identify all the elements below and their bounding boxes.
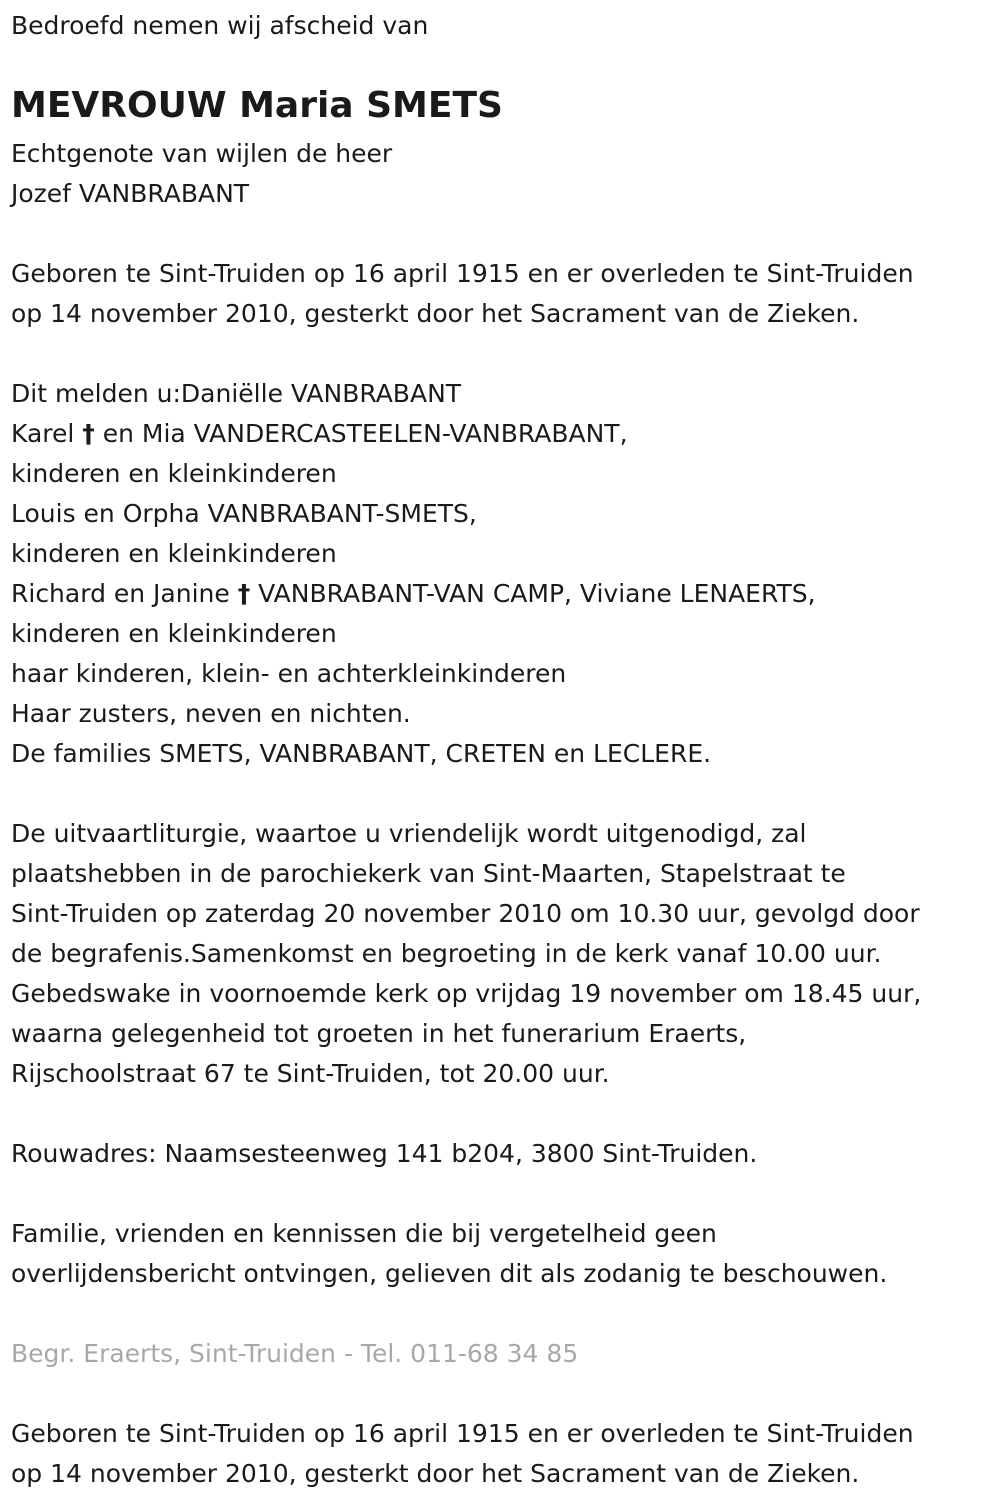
notice-block bbox=[11, 1214, 887, 1294]
notice-line: overlijdensbericht ontvingen, gelieven dit als zodanig te beschouwen. bbox=[11, 1259, 888, 1288]
cross-icon: † bbox=[237, 579, 251, 608]
family-line: kinderen en kleinkinderen bbox=[11, 459, 337, 488]
birth-death-line: Geboren te Sint-Truiden op 16 april 1915 en er overleden te Sint-Truiden bbox=[11, 259, 914, 288]
birth-death-block bbox=[11, 254, 914, 334]
mourning-address: Rouwadres: Naamsesteenweg 141 b204, 3800 Sint-Truiden. bbox=[11, 1139, 758, 1168]
family-line bbox=[11, 414, 816, 454]
birth-death-line: Geboren te Sint-Truiden op 16 april 1915 en er overleden te Sint-Truiden bbox=[11, 1419, 914, 1448]
liturgy-line: Gebedswake in voornoemde kerk op vrijdag 19 november om 18.45 uur, bbox=[11, 979, 922, 1008]
family-text: Richard en Janine bbox=[11, 579, 238, 608]
address-block bbox=[11, 1134, 757, 1174]
family-block bbox=[11, 374, 816, 774]
spouse-line: Echtgenote van wijlen de heer bbox=[11, 139, 393, 168]
family-line: kinderen en kleinkinderen bbox=[11, 619, 337, 648]
intro-text: Bedroefd nemen wij afscheid van bbox=[11, 11, 429, 40]
cross-icon: † bbox=[82, 419, 95, 448]
spouse-name: Jozef VANBRABANT bbox=[11, 179, 250, 208]
family-text: Karel bbox=[11, 419, 83, 448]
liturgy-line: Rijschoolstraat 67 te Sint-Truiden, tot 20.00 uur. bbox=[11, 1059, 610, 1088]
undertaker-block bbox=[11, 1334, 578, 1374]
liturgy-line: de begrafenis.Samenkomst en begroeting in de kerk vanaf 10.00 uur. bbox=[11, 939, 882, 968]
liturgy-line: De uitvaartliturgie, waartoe u vriendelijk wordt uitgenodigd, zal bbox=[11, 819, 807, 848]
spouse-block bbox=[11, 134, 392, 214]
family-line: Dit melden u:Daniëlle VANBRABANT bbox=[11, 379, 462, 408]
birth-death-line: op 14 november 2010, gesterkt door het Sacrament van de Zieken. bbox=[11, 1459, 860, 1488]
family-line: Louis en Orpha VANBRABANT-SMETS, bbox=[11, 499, 477, 528]
family-line: Haar zusters, neven en nichten. bbox=[11, 699, 411, 728]
family-text: en Mia VANDERCASTEELEN-VANBRABANT, bbox=[94, 419, 628, 448]
liturgy-block bbox=[11, 814, 921, 1094]
family-line: De families SMETS, VANBRABANT, CRETEN en LECLERE. bbox=[11, 739, 712, 768]
liturgy-line: waarna gelegenheid tot groeten in het funerarium Eraerts, bbox=[11, 1019, 747, 1048]
birth-death-line: op 14 november 2010, gesterkt door het Sacrament van de Zieken. bbox=[11, 299, 860, 328]
notice-line: Familie, vrienden en kennissen die bij vergetelheid geen bbox=[11, 1219, 717, 1248]
birth-death-repeat-block bbox=[11, 1414, 914, 1494]
family-line: haar kinderen, klein- en achterkleinkinderen bbox=[11, 659, 567, 688]
family-text: VANBRABANT-VAN CAMP, Viviane LENAERTS, bbox=[250, 579, 816, 608]
liturgy-line: plaatshebben in de parochiekerk van Sint-Maarten, Stapelstraat te bbox=[11, 859, 846, 888]
deceased-name: MEVROUW Maria SMETS bbox=[11, 85, 503, 126]
undertaker-contact: Begr. Eraerts, Sint-Truiden - Tel. 011-68 34 85 bbox=[11, 1339, 579, 1368]
liturgy-line: Sint-Truiden op zaterdag 20 november 2010 om 10.30 uur, gevolgd door bbox=[11, 899, 920, 928]
family-line: kinderen en kleinkinderen bbox=[11, 539, 337, 568]
family-line bbox=[11, 574, 816, 614]
